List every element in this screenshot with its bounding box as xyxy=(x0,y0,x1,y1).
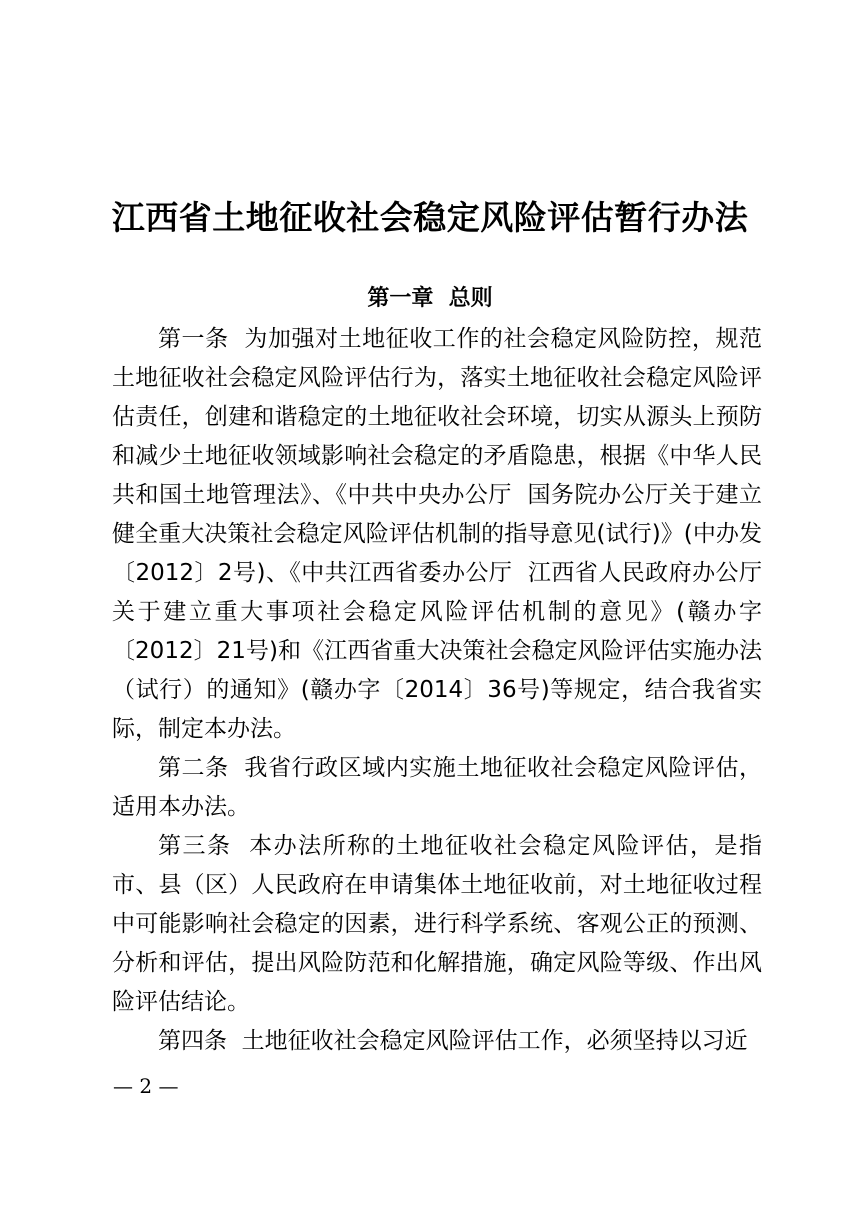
chapter-heading: 第一章 总则 xyxy=(367,286,493,311)
document-title: 江西省土地征收社会稳定风险评估暂行办法 xyxy=(111,198,749,237)
article-paragraph: 第二条 我省行政区域内实施土地征收社会稳定风险评估，适用本办法。 xyxy=(112,755,762,820)
article-paragraph: 第一条 为加强对土地征收工作的社会稳定风险防控，规范土地征收社会稳定风险评估行为，落实土地征收社会稳定风险评估责任，创建和谐稳定的土地征收社会环境，切实从源头上预防和减少土地征收领域影响社会稳定的矛盾隐患，根据《中华人民共和国土地管理法》、《中共中央办公厅 国务院办公厅关于建立健全重大决策社会稳定风险评估机制的指导意见(试行)》(中办发〔2012〕2号)、《中共江西省委办公厅 江西省人民政府办公厅关于建立重大事项社会稳定风险评估机制的意见》(赣办字〔2012〕21号)和《江西省重大决策社会稳定风险评估实施办法（试行）的通知》(赣办字〔2014〕36号)等规定，结合我省实际，制定本办法。 xyxy=(112,326,762,742)
article-paragraph: 第四条 土地征收社会稳定风险评估工作，必须坚持以习近 xyxy=(158,1028,748,1054)
document-body xyxy=(112,320,762,1061)
article-paragraph: 第三条 本办法所称的土地征收社会稳定风险评估，是指市、县（区）人民政府在申请集体土地征收前，对土地征收过程中可能影响社会稳定的因素，进行科学系统、客观公正的预测、分析和评估，提出风险防范和化解措施，确定风险等级、作出风险评估结论。 xyxy=(112,833,762,1015)
page-number: — 2 — xyxy=(113,1074,179,1098)
